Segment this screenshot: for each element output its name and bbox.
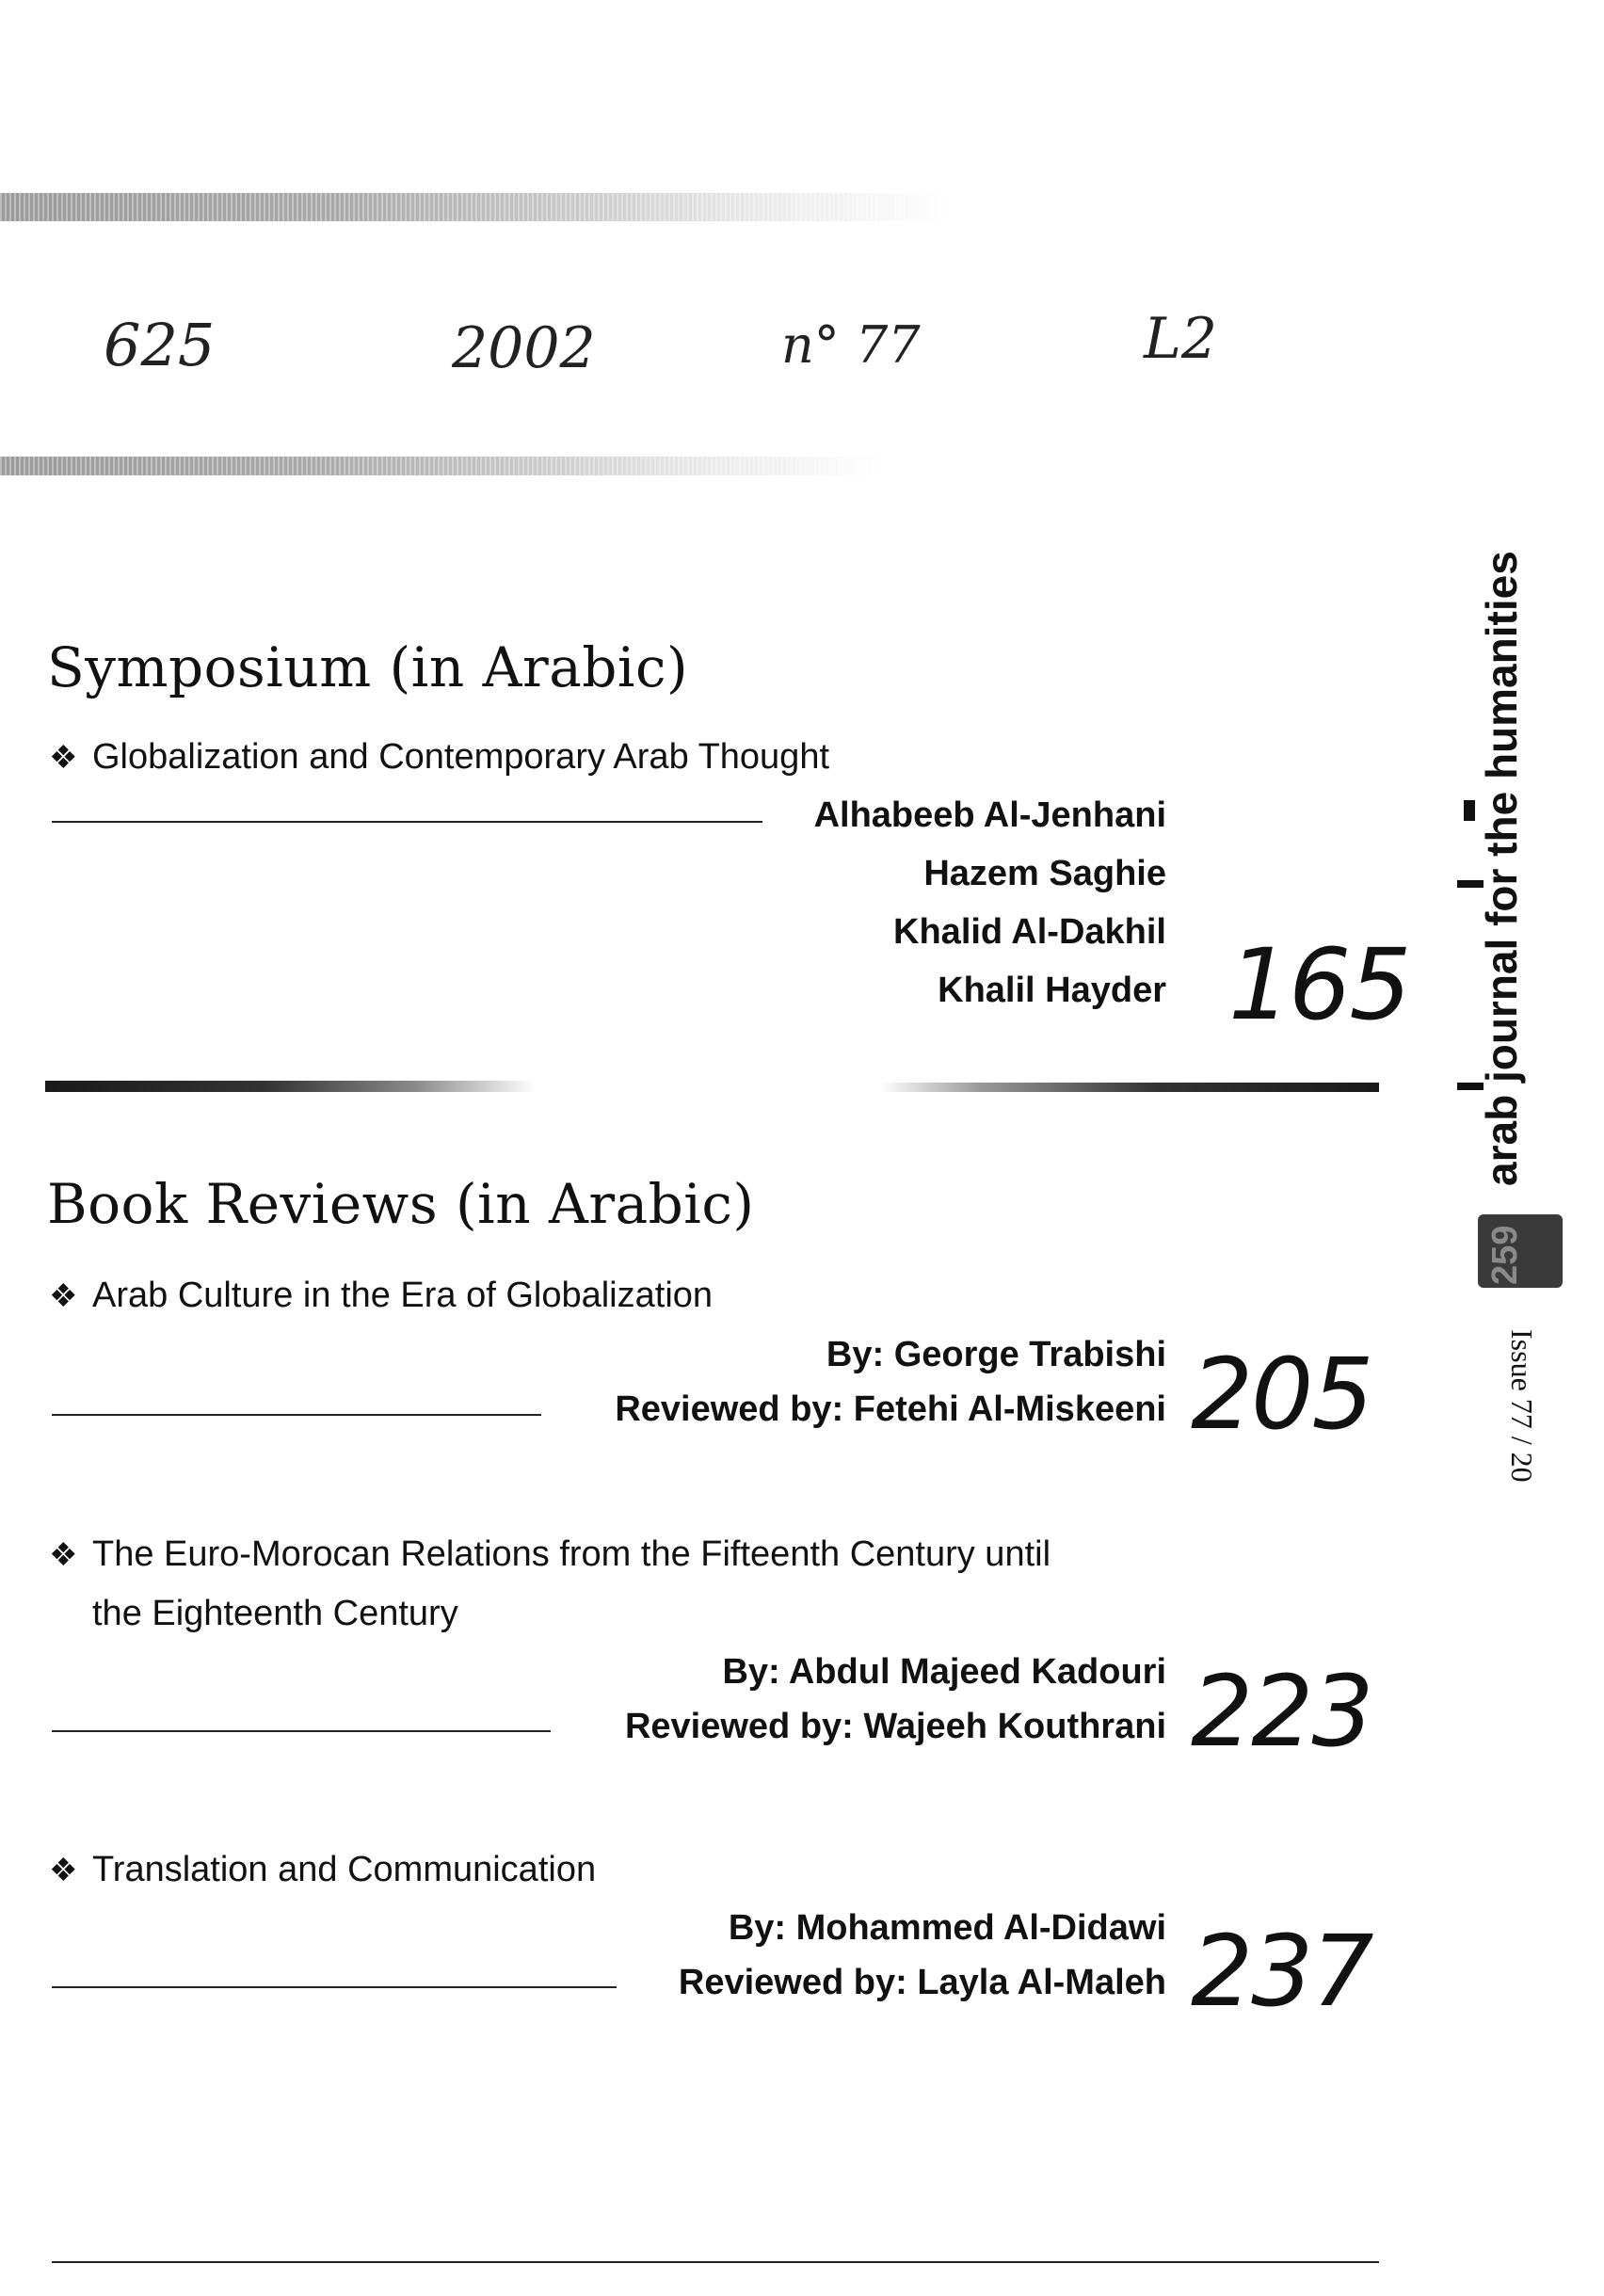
section-separator: [45, 1081, 535, 1092]
item-title: The Euro-Morocan Relations from the Fifteenth Century until: [92, 1534, 1051, 1574]
book-author: By: Mohammed Al-Didawi: [728, 1908, 1166, 1948]
header-band: [0, 457, 885, 475]
handwritten-note: L2: [1144, 306, 1218, 372]
item-title: Globalization and Contemporary Arab Thought: [92, 737, 830, 777]
bottom-rule: [52, 2261, 1379, 2263]
reviewer: Reviewed by: Wajeeh Kouthrani: [624, 1707, 1166, 1746]
top-band: [0, 193, 951, 221]
list-item-title: [49, 1276, 713, 1316]
issue-label: Issue 77 / 20: [1505, 1329, 1539, 1483]
leader-line: [52, 821, 762, 823]
bullet-icon: ❖: [49, 740, 78, 776]
page-number-side: 259: [1485, 1225, 1525, 1285]
list-item-title: [49, 1850, 596, 1890]
page-number: 165: [1228, 927, 1410, 1042]
page-number: 223: [1191, 1654, 1372, 1769]
item-title: Arab Culture in the Era of Globalization: [92, 1276, 714, 1315]
book-author: By: George Trabishi: [826, 1335, 1166, 1374]
bullet-icon: ❖: [49, 1853, 78, 1888]
section-title-book-reviews: Book Reviews (in Arabic): [47, 1172, 755, 1236]
leader-line: [52, 1730, 551, 1732]
bullet-icon: ❖: [49, 1537, 78, 1573]
handwritten-note: 2002: [452, 315, 596, 381]
reviewer: Reviewed by: Fetehi Al-Miskeeni: [615, 1389, 1166, 1429]
author-name: Alhabeeb Al-Jenhani: [813, 795, 1166, 835]
item-title-continued: the Eighteenth Century: [92, 1594, 458, 1633]
leader-line: [52, 1414, 541, 1416]
author-name: Khalid Al-Dakhil: [893, 912, 1166, 952]
handwritten-note: n° 77: [781, 315, 921, 375]
list-item-title: [49, 737, 829, 778]
item-title: Translation and Communication: [92, 1850, 597, 1889]
list-item-title: [49, 1534, 1051, 1575]
reviewer: Reviewed by: Layla Al-Maleh: [678, 1963, 1166, 2002]
journal-name-vertical: arab journal for the humanities: [1477, 551, 1526, 1186]
handwritten-note: 625: [104, 311, 216, 379]
leader-line: [52, 1986, 617, 1988]
page-number: 237: [1191, 1914, 1372, 2029]
section-separator: [880, 1083, 1379, 1092]
author-name: Hazem Saghie: [923, 854, 1166, 893]
author-name: Khalil Hayder: [938, 971, 1166, 1010]
page-number: 205: [1191, 1337, 1372, 1452]
section-title-symposium: Symposium (in Arabic): [47, 635, 689, 699]
bullet-icon: ❖: [49, 1278, 78, 1314]
masthead-tick: [1464, 800, 1475, 821]
book-author: By: Abdul Majeed Kadouri: [722, 1652, 1166, 1692]
